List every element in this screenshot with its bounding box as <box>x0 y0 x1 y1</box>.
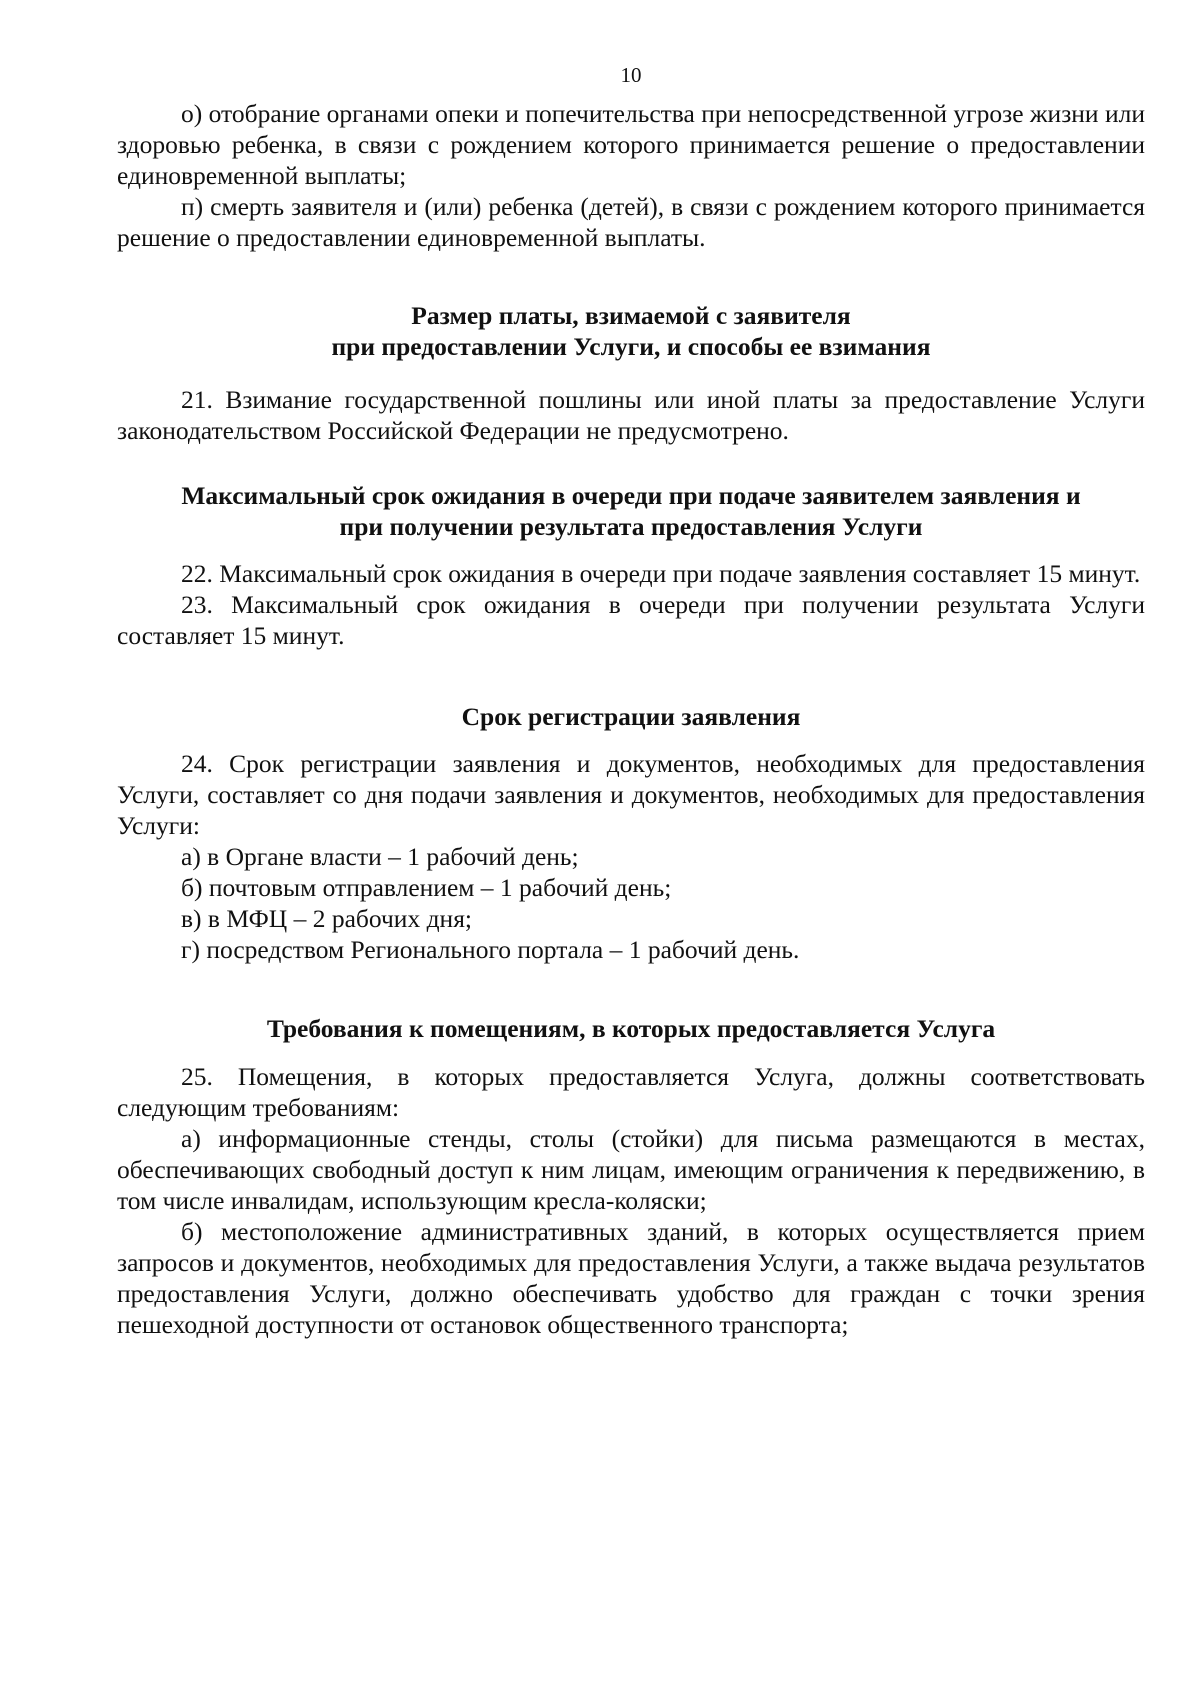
paragraph-item-p: п) смерть заявителя и (или) ребенка (детей), в связи с рождением которого принимается решение о предоставлении единовременной выплаты. <box>117 192 1145 252</box>
paragraph-23: 23. Максимальный срок ожидания в очереди при получении результата Услуги составляет 15 минут. <box>117 590 1145 650</box>
paragraph-item-o: о) отобрание органами опеки и попечительства при непосредственной угрозе жизни или здоровью ребенка, в связи с рождением которого принимается решение о предоставлении единовременной выплаты; <box>117 99 1145 190</box>
section-heading-queue <box>117 480 1145 542</box>
paragraph-24-item-v: в) в МФЦ – 2 рабочих дня; <box>181 904 473 933</box>
paragraph-24-item-g: г) посредством Регионального портала – 1 рабочий день. <box>181 935 800 964</box>
paragraph-22: 22. Максимальный срок ожидания в очереди при подаче заявления составляет 15 минут. <box>181 559 1141 588</box>
section-heading-queue-line-1: Максимальный срок ожидания в очереди при подаче заявителем заявления и <box>181 481 1081 510</box>
paragraph-24: 24. Срок регистрации заявления и документов, необходимых для предоставления Услуги, составляет со дня подачи заявления и документов, необходимых для предоставления Услуги: <box>117 749 1145 840</box>
section-heading-premises-line: Требования к помещениям, в которых предоставляется Услуга <box>266 1014 996 1043</box>
section-heading-fee-line-2: при предоставлении Услуги, и способы ее взимания <box>331 332 931 361</box>
paragraph-21: 21. Взимание государственной пошлины или иной платы за предоставление Услуги законодательством Российской Федерации не предусмотрено. <box>117 385 1145 445</box>
section-heading-fee <box>117 300 1145 362</box>
section-heading-registration-line: Срок регистрации заявления <box>461 702 801 731</box>
paragraph-24-item-b: б) почтовым отправлением – 1 рабочий день; <box>181 873 672 902</box>
section-heading-registration <box>117 701 1145 732</box>
paragraph-25: 25. Помещения, в которых предоставляется Услуга, должны соответствовать следующим требованиям: <box>117 1062 1145 1122</box>
paragraph-24-item-a: а) в Органе власти – 1 рабочий день; <box>181 842 579 871</box>
section-heading-queue-line-2: при получении результата предоставления Услуги <box>339 512 923 541</box>
paragraph-25-item-a: а) информационные стенды, столы (стойки) для письма размещаются в местах, обеспечивающих свободный доступ к ним лицам, имеющим ограничения к передвижению, в том числе инвалидам, использующим кресла-коляски; <box>117 1124 1145 1215</box>
document-page <box>117 62 1145 1340</box>
paragraph-25-item-b: б) местоположение административных зданий, в которых осуществляется прием запросов и документов, необходимых для предоставления Услуги, а также выдача результатов предоставления Услуги, должно обеспечивать удобство для граждан с точки зрения пешеходной доступности от остановок общественного транспорта; <box>117 1217 1145 1339</box>
section-heading-fee-line-1: Размер платы, взимаемой с заявителя <box>411 301 851 330</box>
section-heading-premises <box>117 1013 1145 1044</box>
page-number: 10 <box>620 63 642 87</box>
